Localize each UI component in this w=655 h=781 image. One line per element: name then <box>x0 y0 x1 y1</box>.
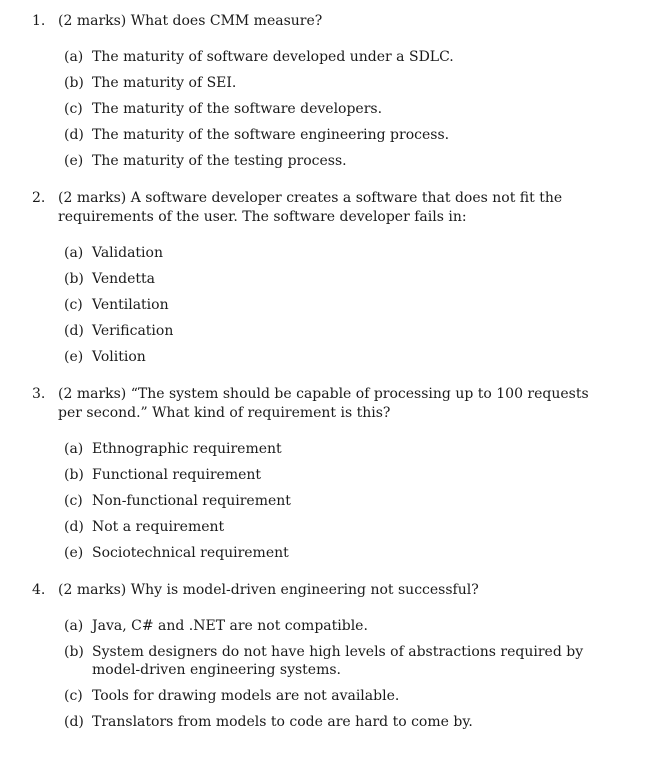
option-item <box>64 244 602 262</box>
option-item <box>64 48 602 66</box>
option-item <box>64 687 602 705</box>
option-letter: (e) <box>64 349 84 365</box>
options-list <box>64 617 602 731</box>
option-item <box>64 100 602 118</box>
question-text: (2 marks) “The system should be capable of processing up to 100 requests per second.” What kind of requirement is this? <box>58 386 589 421</box>
option-letter: (c) <box>64 493 83 509</box>
question-number: 2. <box>32 190 46 206</box>
option-letter: (d) <box>64 323 84 339</box>
option-text: Tools for drawing models are not available. <box>92 688 400 704</box>
question-3 <box>32 385 602 570</box>
option-text: Translators from models to code are hard to come by. <box>92 714 473 730</box>
question-text: (2 marks) What does CMM measure? <box>58 13 323 29</box>
question-text: (2 marks) A software developer creates a software that does not fit the requirements of the user. The software developer fails in: <box>58 190 563 225</box>
option-letter: (c) <box>64 688 83 704</box>
option-item <box>64 440 602 458</box>
option-letter: (b) <box>64 467 84 483</box>
option-letter: (b) <box>64 75 84 91</box>
option-letter: (c) <box>64 101 83 117</box>
options-list <box>64 244 602 366</box>
option-text: The maturity of the software developers. <box>92 101 383 117</box>
option-text: The maturity of software developed under a SDLC. <box>92 49 454 65</box>
question-number: 1. <box>32 13 46 29</box>
question-2 <box>32 189 602 374</box>
option-text: Volition <box>92 349 146 365</box>
option-item <box>64 348 602 366</box>
option-text: Verification <box>92 323 174 339</box>
option-text: Functional requirement <box>92 467 262 483</box>
question-1 <box>32 12 602 178</box>
option-text: Ventilation <box>92 297 169 313</box>
question-header <box>32 189 602 227</box>
option-text: Ethnographic requirement <box>92 441 282 457</box>
question-header <box>32 385 602 423</box>
option-item <box>64 296 602 314</box>
option-item <box>64 466 602 484</box>
option-item <box>64 643 602 679</box>
option-item <box>64 518 602 536</box>
option-text: Vendetta <box>92 271 155 287</box>
question-header <box>32 12 602 31</box>
option-text: The maturity of the software engineering process. <box>92 127 450 143</box>
option-item <box>64 713 602 731</box>
option-text: The maturity of the testing process. <box>92 153 347 169</box>
option-text: Not a requirement <box>92 519 225 535</box>
option-item <box>64 544 602 562</box>
option-item <box>64 74 602 92</box>
option-letter: (e) <box>64 545 84 561</box>
options-list <box>64 440 602 562</box>
option-text: Non-functional requirement <box>92 493 291 509</box>
question-text: (2 marks) Why is model-driven engineering not successful? <box>58 582 479 598</box>
question-4 <box>32 581 602 739</box>
option-letter: (d) <box>64 519 84 535</box>
option-letter: (b) <box>64 644 84 660</box>
options-list <box>64 48 602 170</box>
option-letter: (b) <box>64 271 84 287</box>
option-letter: (d) <box>64 127 84 143</box>
option-text: Java, C# and .NET are not compatible. <box>92 618 368 634</box>
option-text: Sociotechnical requirement <box>92 545 289 561</box>
option-letter: (c) <box>64 297 83 313</box>
option-letter: (a) <box>64 618 84 634</box>
option-letter: (e) <box>64 153 84 169</box>
question-header <box>32 581 602 600</box>
option-letter: (a) <box>64 245 84 261</box>
option-item <box>64 152 602 170</box>
option-item <box>64 492 602 510</box>
question-number: 3. <box>32 386 46 402</box>
option-letter: (a) <box>64 441 84 457</box>
option-item <box>64 617 602 635</box>
option-text: The maturity of SEI. <box>92 75 237 91</box>
option-item <box>64 270 602 288</box>
option-letter: (a) <box>64 49 84 65</box>
question-number: 4. <box>32 582 46 598</box>
option-text: Validation <box>92 245 163 261</box>
option-letter: (d) <box>64 714 84 730</box>
option-text: System designers do not have high levels of abstractions required by model-driven engineering systems. <box>92 644 584 678</box>
option-item <box>64 126 602 144</box>
option-item <box>64 322 602 340</box>
